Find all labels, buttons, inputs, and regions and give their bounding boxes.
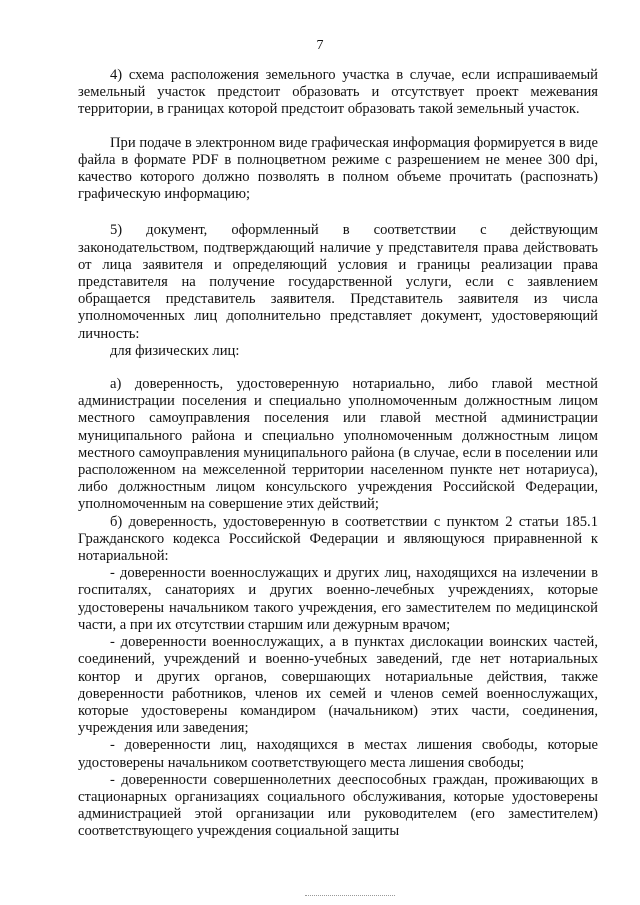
- paragraph-item-5: 5) документ, оформленный в соответствии с действующим законодательством, подтверждающий наличие у представителя права действовать от лица заявителя и определяющий условия и границы реализации права представителя на получение государственной услуги, если с заявлением обращается представитель заявителя. Представитель заявителя из числа уполномоченных лиц дополнительно представляет документ, удостоверяющий личность:: [78, 222, 598, 342]
- paragraph-item-b: б) доверенность, удостоверенную в соответствии с пунктом 2 статьи 185.1 Гражданского кодекса Российской Федерации и являющуюся приравненной к нотариальной:: [78, 513, 598, 565]
- bottom-dotted-mark: [305, 895, 395, 899]
- paragraph-dash-social: - доверенности совершеннолетних дееспособных граждан, проживающих в стационарных организациях социального обслуживания, которые удостоверены администрацией этой организации или руководителем (его заместителем) соответствующего учреждения социальной защиты: [78, 771, 598, 840]
- paragraph-pdf-format: При подаче в электронном виде графическая информация формируется в виде файла в формате PDF в полноцветном режиме с разрешением не менее 300 dpi, качество которого должно позволять в полном объеме прочитать (распознать) графическую информацию;: [78, 134, 598, 203]
- document-body: [78, 67, 598, 841]
- page-number: 7: [316, 38, 324, 53]
- paragraph-dash-military: - доверенности военнослужащих, а в пунктах дислокации воинских частей, соединений, учреждений и военно-учебных заведений, где нет нотариальных контор и других органов, совершающих нотариальные действия, также доверенности работников, членов их семей и членов семей военнослужащих, которые удостоверены командиром (начальником) этих части, соединения, учреждения или заведения;: [78, 634, 598, 737]
- paragraph-dash-prisons: - доверенности лиц, находящихся в местах лишения свободы, которые удостоверены начальником соответствующего места лишения свободы;: [78, 737, 598, 771]
- paragraph-physical-persons: для физических лиц:: [110, 342, 240, 359]
- paragraph-item-4: 4) схема расположения земельного участка в случае, если испрашиваемый земельный участок предстоит образовать и отсутствует проект межевания территории, в границах которой предстоит образовать такой земельный участок.: [78, 67, 598, 118]
- paragraph-item-a: а) доверенность, удостоверенную нотариально, либо главой местной администрации поселения и специально уполномоченным должностным лицом местного самоуправления поселения или главой местной администрации муниципального района и специально уполномоченным должностным лицом местного самоуправления муниципального района (в случае, если в поселении или расположенном на межселенной территории населенном пункте нет нотариуса), либо должностным лицом консульского учреждения Российской Федерации, уполномоченным на совершение этих действий;: [78, 376, 598, 513]
- paragraph-dash-hospitals: - доверенности военнослужащих и других лиц, находящихся на излечении в госпиталях, санаториях и других военно-лечебных учреждениях, которые удостоверены начальником такого учреждения, его заместителем по медицинской части, а при их отсутствии старшим или дежурным врачом;: [78, 565, 598, 633]
